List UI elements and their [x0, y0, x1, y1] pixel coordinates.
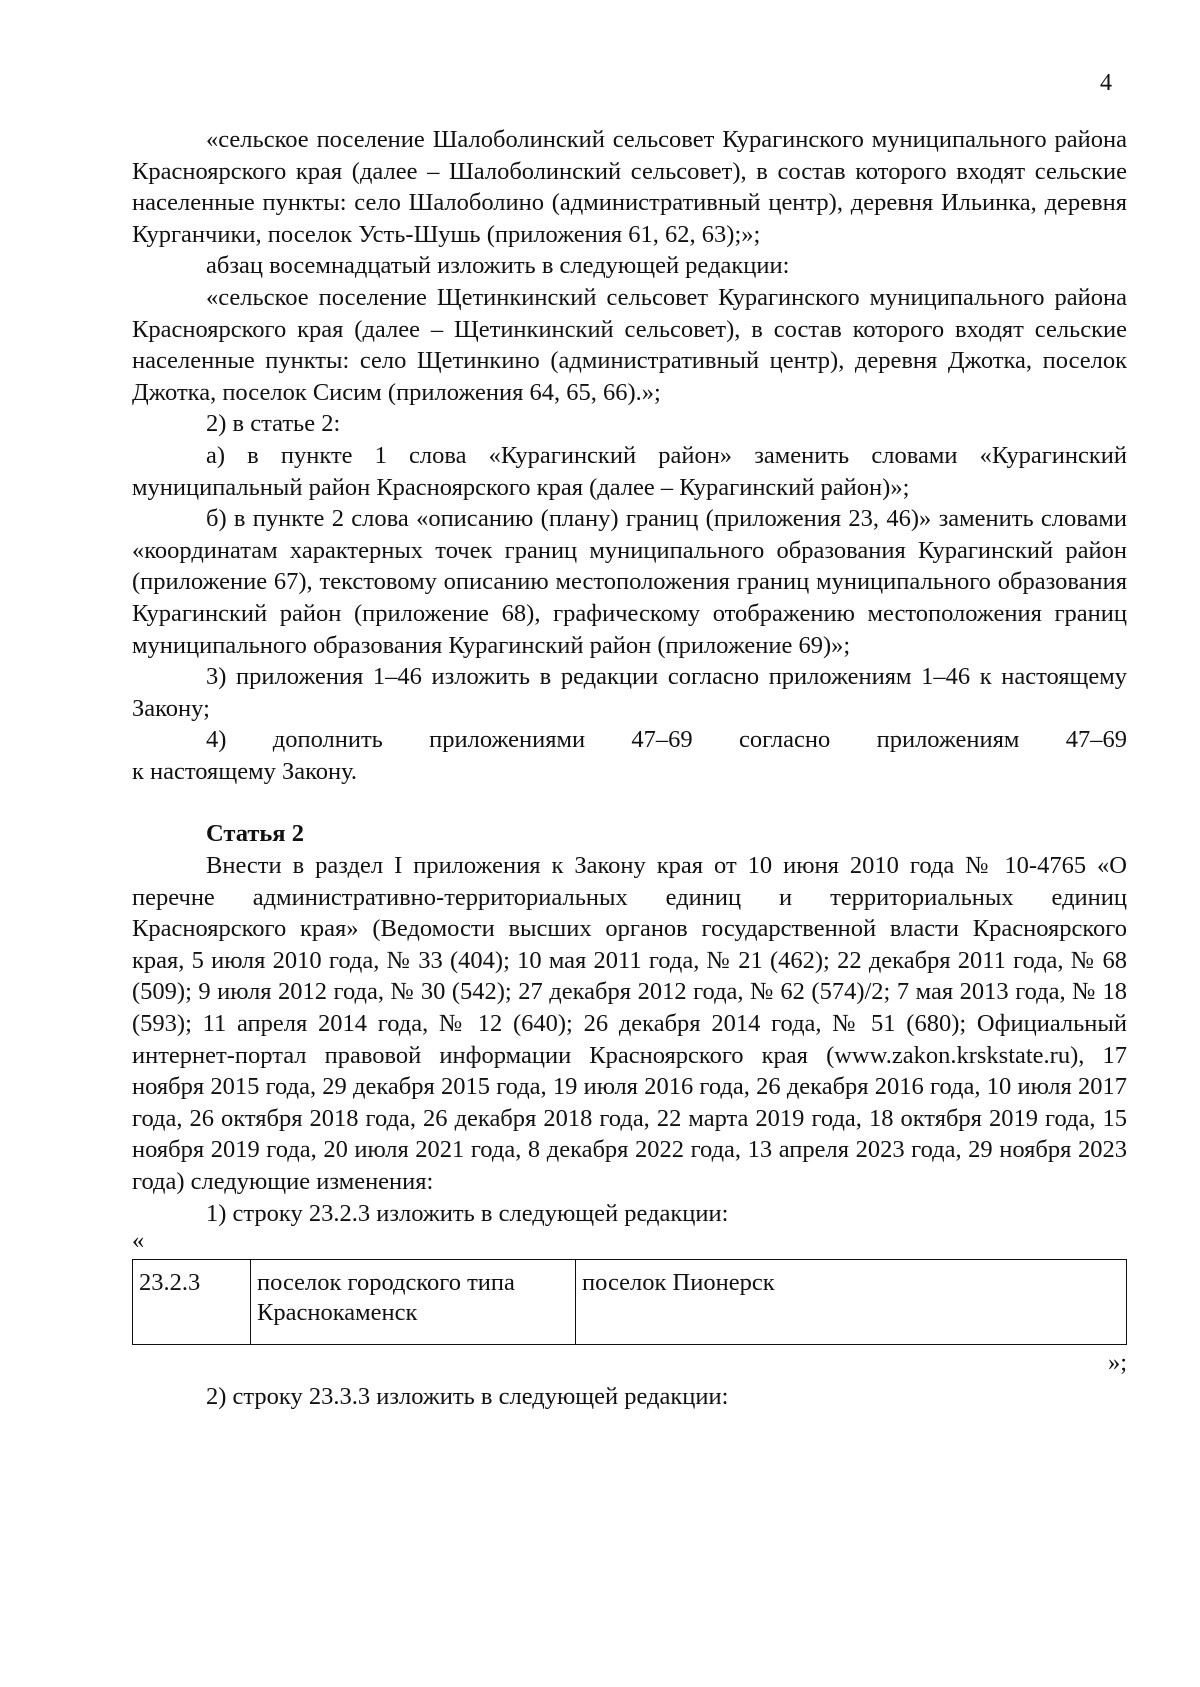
paragraph-item-4: 4) дополнить приложениями 47–69 согласно приложениям 47–69 — [206, 726, 1127, 754]
paragraph-shchetinkinsky: «сельское поселение Щетинкинский сельсовет Курагинского муниципального района Красноярского края (далее – Щетинкинский сельсовет), в состав которого входят сельские населенные пункты: село Щетинкино (административный центр), деревня Джотка, поселок Джотка, поселок Сисим (приложения 64, 65, 66).»; — [132, 283, 1127, 406]
opening-quote: « — [132, 1227, 145, 1255]
page-number: 4 — [1100, 70, 1112, 96]
paragraph-abzac-18: абзац восемнадцатый изложить в следующей редакции: — [206, 252, 790, 280]
table-cell-settlement: поселок Пионерск — [576, 1260, 1127, 1345]
paragraph-change-2: 2) строку 23.3.3 изложить в следующей редакции: — [206, 1383, 729, 1411]
paragraph-article-2-intro: 2) в статье 2: — [206, 410, 341, 438]
table-row — [133, 1260, 1127, 1345]
amendment-table — [132, 1259, 1127, 1345]
paragraph-item-4-end: к настоящему Закону. — [132, 757, 358, 785]
table-cell-code: 23.2.3 — [133, 1260, 251, 1345]
section-gap — [132, 787, 1127, 818]
document-body — [132, 124, 1127, 1413]
paragraph-item-b: б) в пункте 2 слова «описанию (плану) границ (приложения 23, 46)» заменить словами «координатам характерных точек границ муниципального образования Курагинский район (приложение 67), текстовому описанию местоположения границ муниципального образования Курагинский район (приложение 68), графическому отображению местоположения границ муниципального образования Курагинский район (приложение 69)»; — [132, 505, 1127, 659]
article-heading: Статья 2 — [206, 820, 304, 848]
paragraph-item-3: 3) приложения 1–46 изложить в редакции согласно приложениям 1–46 к настоящему Закону; — [132, 663, 1127, 722]
paragraph-article-2-body: Внести в раздел I приложения к Закону края от 10 июня 2010 года № 10-4765 «О перечне административно-территориальных единиц и территориальных единиц Красноярского края» (Ведомости высших органов государственной власти Красноярского края, 5 июля 2010 года, № 33 (404); 10 мая 2011 года, № 21 (462); 22 декабря 2011 года, № 68 (509); 9 июля 2012 года, № 30 (542); 27 декабря 2012 года, № 62 (574)/2; 7 мая 2013 года, № 18 (593); 11 апреля 2014 года, № 12 (640); 26 декабря 2014 года, № 51 (680); Официальный интернет-портал правовой информации Красноярского края (www.zakon.krskstate.ru), 17 ноября 2015 года, 29 декабря 2015 года, 19 июля 2016 года, 26 декабря 2016 года, 10 июля 2017 года, 26 октября 2018 года, 26 декабря 2018 года, 22 марта 2019 года, 18 октября 2019 года, 15 ноября 2019 года, 20 июля 2021 года, 8 декабря 2022 года, 13 апреля 2023 года, 29 ноября 2023 года) следующие изменения: — [132, 852, 1127, 1195]
paragraph-item-a: а) в пункте 1 слова «Курагинский район» заменить словами «Курагинский муниципальный район Красноярского края (далее – Курагинский район)»; — [132, 441, 1127, 501]
closing-quote: »; — [1107, 1349, 1127, 1377]
paragraph-shalobolinsky: «сельское поселение Шалоболинский сельсовет Курагинского муниципального района Красноярского края (далее – Шалоболинский сельсовет), в состав которого входят сельские населенные пункты: село Шалоболино (административный центр), деревня Ильинка, деревня Курганчики, поселок Усть-Шушь (приложения 61, 62, 63);»; — [132, 126, 1127, 248]
paragraph-change-1: 1) строку 23.2.3 изложить в следующей редакции: — [206, 1199, 729, 1227]
table-cell-name: поселок городского типа Краснокаменск — [251, 1260, 576, 1345]
